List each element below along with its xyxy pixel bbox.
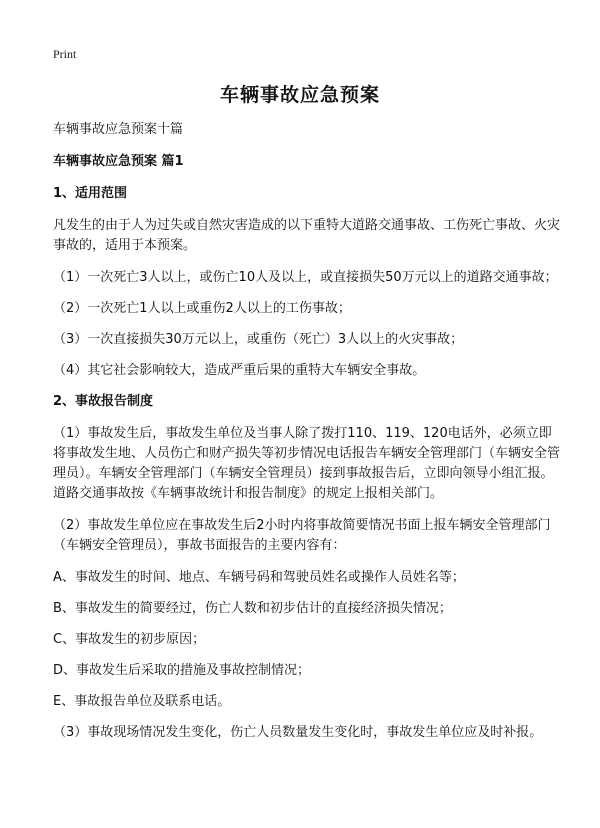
document-body [53,120,563,755]
document-subtitle: 车辆事故应急预案十篇 [53,122,184,137]
scope-item: （1）一次死亡3人以上，或伤亡10人及以上，或直接损失50万元以上的道路交通事故； [53,270,558,285]
scope-item: （4）其它社会影响较大，造成严重后果的重特大车辆安全事故。 [53,363,426,378]
report-content-item: A、事故发生的时间、地点、车辆号码和驾驶员姓名或操作人员姓名等； [53,570,465,585]
reporting-paragraph-1: （1）事故发生后，事故发生单位及当事人除了拨打110、119、120电话外，必须立即将事故发生地、人员伤亡和财产损失等初步情况电话报告车辆安全管理部门（车辆安全管理员）。车辆安全管理部门（车辆安全管理员）接到事故报告后，立即向领导小组汇报。道路交通事故按《车辆事故统计和报告制度》的规定上报相关部门。 [53,426,561,501]
report-content-item: E、事故报告单位及联系电话。 [53,694,231,709]
scope-item: （2）一次死亡1人以上或重伤2人以上的工伤事故； [53,301,351,316]
section-heading-reporting: 2、事故报告制度 [53,394,154,409]
document-title: 车辆事故应急预案 [219,84,380,106]
report-content-item: C、事故发生的初步原因； [53,632,206,647]
scope-item: （3）一次直接损失30万元以上，或重伤（死亡）3人以上的火灾事故； [53,332,464,347]
scope-intro-paragraph: 凡发生的由于人为过失或自然灾害造成的以下重特大道路交通事故、工伤死亡事故、火灾事故的，适用于本预案。 [53,218,561,253]
chapter-heading: 车辆事故应急预案 篇1 [53,154,184,169]
report-content-item: B、事故发生的简要经过，伤亡人数和初步估计的直接经济损失情况； [53,601,452,616]
section-heading-scope: 1、适用范围 [53,186,128,201]
reporting-paragraph-3: （3）事故现场情况发生变化，伤亡人员数量发生变化时，事故发生单位应及时补报。 [53,725,543,740]
print-label: Print [53,47,77,61]
reporting-paragraph-2: （2）事故发生单位应在事故发生后2小时内将事故简要情况书面上报车辆安全管理部门（车辆安全管理员），事故书面报告的主要内容有： [53,518,551,553]
report-content-item: D、事故发生后采取的措施及事故控制情况； [53,663,311,678]
